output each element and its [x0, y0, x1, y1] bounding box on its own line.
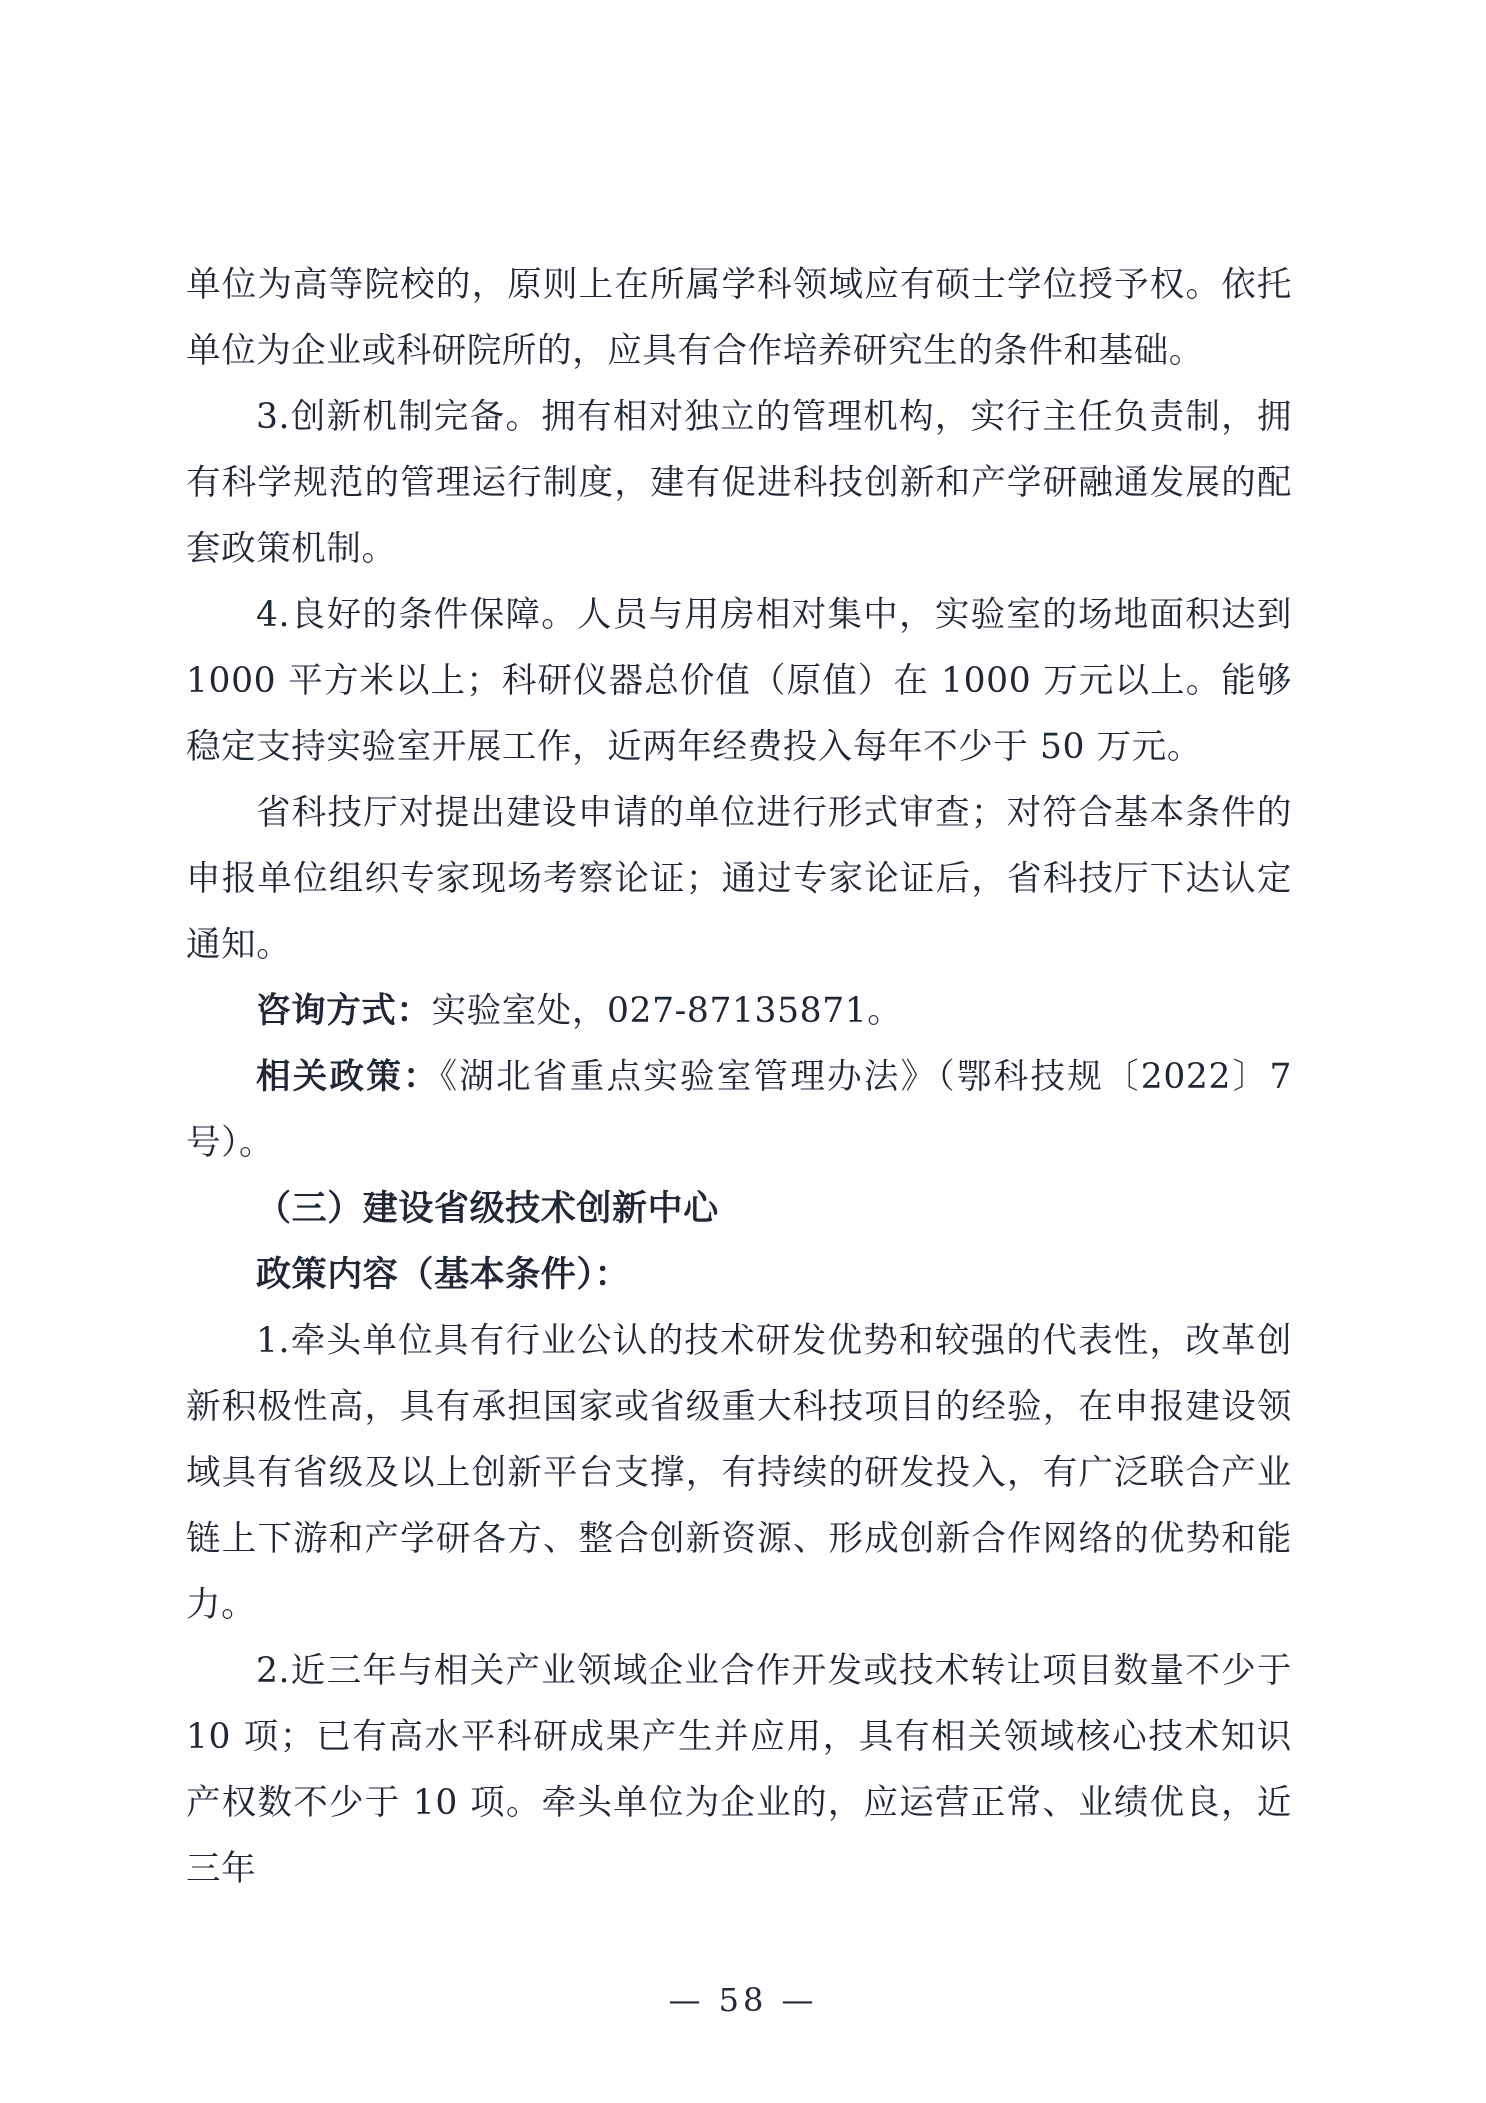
related-policy-value: 《湖北省重点实验室管理办法》（鄂科技规〔2022〕7号）。 [186, 1057, 1292, 1163]
paragraph-condition-1: 1.牵头单位具有行业公认的技术研发优势和较强的代表性，改革创新积极性高，具有承担国家或省级重大科技项目的经验，在申报建设领域具有省级及以上创新平台支撑，有持续的研发投入，有广泛联合产业链上下游和产学研各方、整合创新资源、形成创新合作网络的优势和能力。 [186, 1321, 1292, 1625]
consultation-value: 实验室处，027-87135871。 [431, 991, 903, 1031]
consultation-line [186, 978, 1292, 1044]
paragraph-item-4: 4.良好的条件保障。人员与用房相对集中，实验室的场地面积达到 1000 平方米以上；科研仪器总价值（原值）在 1000 万元以上。能够稳定支持实验室开展工作，近两年经费投入每年不少于 50 万元。 [186, 595, 1292, 767]
paragraph-item-3: 3.创新机制完备。拥有相对独立的管理机构，实行主任负责制，拥有科学规范的管理运行制度，建有促进科技创新和产学研融通发展的配套政策机制。 [186, 397, 1292, 569]
related-policy-line [186, 1044, 1292, 1176]
section-heading: （三）建设省级技术创新中心 [256, 1188, 719, 1229]
page-number: — 58 — [668, 1981, 818, 2019]
page-content [186, 252, 1292, 1902]
related-policy-label: 相关政策： [256, 1057, 440, 1097]
paragraph-review-process: 省科技厅对提出建设申请的单位进行形式审查；对符合基本条件的申报单位组织专家现场考察论证；通过专家论证后，省科技厅下达认定通知。 [186, 793, 1292, 965]
subsection-heading: 政策内容（基本条件）： [256, 1254, 631, 1295]
consultation-label: 咨询方式： [256, 991, 432, 1031]
paragraph-continuation: 单位为高等院校的，原则上在所属学科领域应有硕士学位授予权。依托单位为企业或科研院所的，应具有合作培养研究生的条件和基础。 [186, 265, 1292, 371]
paragraph-condition-2: 2.近三年与相关产业领域企业合作开发或技术转让项目数量不少于 10 项；已有高水平科研成果产生并应用，具有相关领域核心技术知识产权数不少于 10 项。牵头单位为企业的，应运营正常、业绩优良，近三年 [186, 1651, 1292, 1889]
